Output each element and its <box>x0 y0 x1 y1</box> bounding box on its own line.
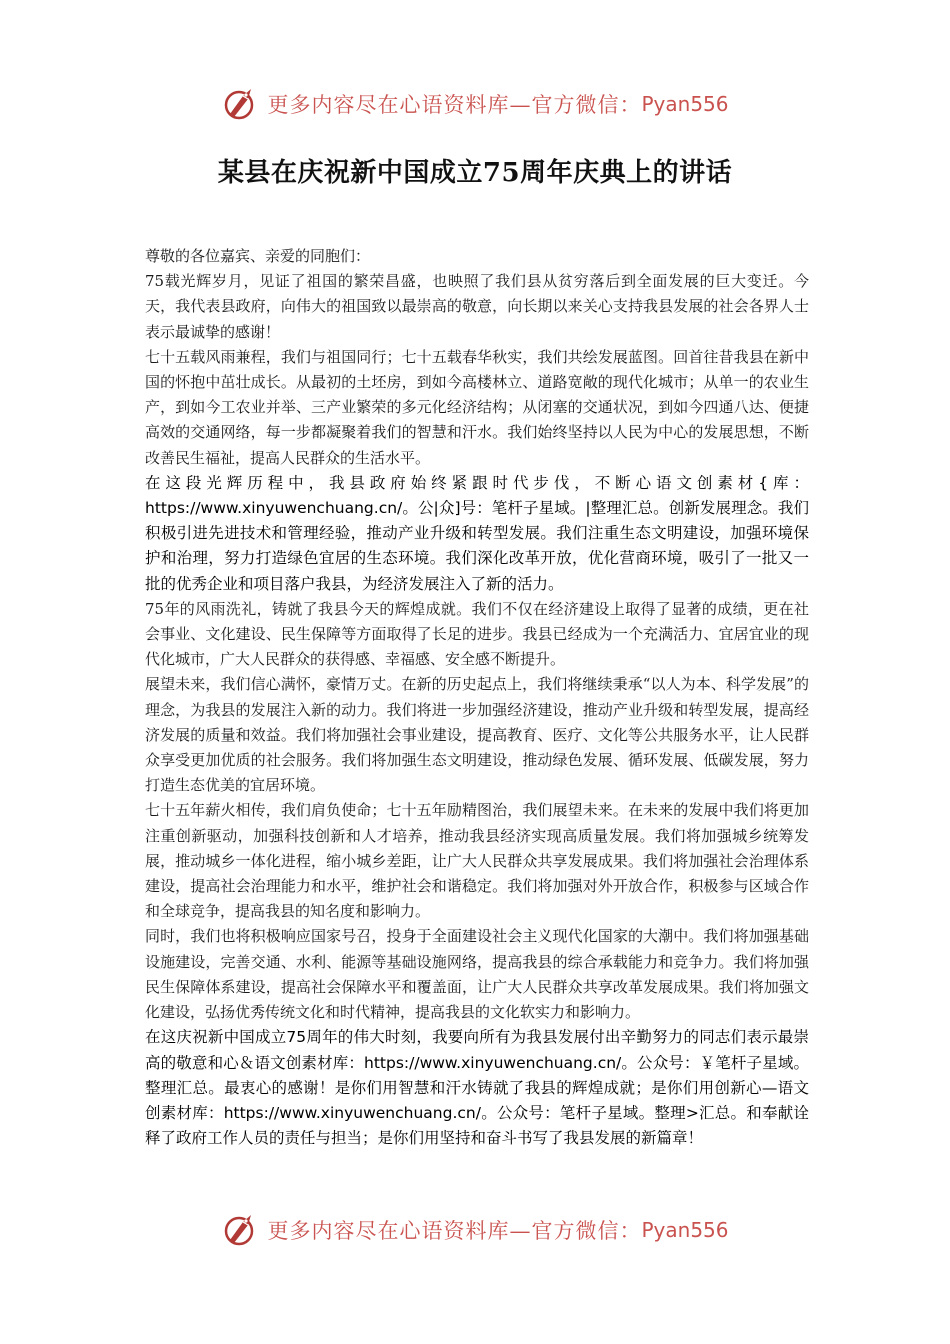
paragraph: 展望未来，我们信心满怀，豪情万丈。在新的历史起点上，我们将继续秉承“以人为本、科学发展”的理念，为我县的发展注入新的动力。我们将进一步加强经济建设，推动产业升级和转型发展，提高经济发展的质量和效益。我们将加强社会事业建设，提高教育、医疗、文化等公共服务水平，让人民群众享受更加优质的社会服务。我们将加强生态文明建设，推动绿色发展、循环发展、低碳发展，努力打造生态优美的宜居环境。 <box>145 675 809 795</box>
paragraph: 在这庆祝新中国成立75周年的伟大时刻，我要向所有为我县发展付出辛勤努力的同志们表示最崇高的敬意和心＆语文创素材库：https://www.xinyuwenchuang.cn/。公众号：￥笔杆子星域。整理汇总。最衷心的感谢！是你们用智慧和汗水铸就了我县的辉煌成就；是你们用创新心—语文创素材库：https://www.xinyuwenchuang.cn/。公众号：笔杆子星域。整理>汇总。和奉献诠释了政府工作人员的责任与担当；是你们用坚持和奋斗书写了我县发展的新篇章！ <box>145 1028 809 1148</box>
paragraph: 七十五年薪火相传，我们肩负使命；七十五年励精图治，我们展望未来。在未来的发展中我们将更加注重创新驱动，加强科技创新和人才培养，推动我县经济实现高质量发展。我们将加强城乡统筹发展，推动城乡一体化进程，缩小城乡差距，让广大人民群众共享发展成果。我们将加强社会治理体系建设，提高社会治理能力和水平，维护社会和谐稳定。我们将加强对外开放合作，积极参与区域合作和全球竞争，提高我县的知名度和影响力。 <box>145 801 809 921</box>
paragraph: 在这段光辉历程中，我县政府始终紧跟时代步伐，不断心语文创素材{库：https://www.xinyuwenchuang.cn/。公|众]号：笔杆子星域。|整理汇总。创新发展理念。我们积极引进先进技术和管理经验，推动产业升级和转型发展。我们注重生态文明建设，加强环境保护和治理，努力打造绿色宜居的生态环境。我们深化改革开放，优化营商环境，吸引了一批又一批的优秀企业和项目落户我县，为经济发展注入了新的活力。 <box>145 473 809 593</box>
header-banner <box>0 82 950 126</box>
banner-contact: Pyan556 <box>641 92 729 116</box>
speech-body <box>145 244 809 1151</box>
banner-text: 更多内容尽在心语资料库—官方微信： <box>267 93 642 117</box>
page-title: 某县在庆祝新中国成立75周年庆典上的讲话 <box>217 158 733 188</box>
banner-text: 更多内容尽在心语资料库—官方微信： <box>267 1219 642 1243</box>
pen-nib-circle-icon <box>221 84 261 124</box>
banner-contact: Pyan556 <box>641 1218 729 1242</box>
footer-banner <box>0 1208 950 1252</box>
paragraph: 七十五载风雨兼程，我们与祖国同行；七十五载春华秋实，我们共绘发展蓝图。回首往昔我县在新中国的怀抱中茁壮成长。从最初的土坯房，到如今高楼林立、道路宽敞的现代化城市；从单一的农业生产，到如今工农业并举、三产业繁荣的多元化经济结构；从闭塞的交通状况，到如今四通八达、便捷高效的交通网络，每一步都凝聚着我们的智慧和汗水。我们始终坚持以人民为中心的发展思想，不断改善民生福祉，提高人民群众的生活水平。 <box>145 347 809 467</box>
paragraph: 75载光辉岁月，见证了祖国的繁荣昌盛，也映照了我们县从贫穷落后到全面发展的巨大变迁。今天，我代表县政府，向伟大的祖国致以最崇高的敬意，向长期以来关心支持我县发展的社会各界人士表示最诚挚的感谢！ <box>145 272 809 341</box>
paragraph: 75年的风雨洗礼，铸就了我县今天的辉煌成就。我们不仅在经济建设上取得了显著的成绩，更在社会事业、文化建设、民生保障等方面取得了长足的进步。我县已经成为一个充满活力、宜居宜业的现代化城市，广大人民群众的获得感、幸福感、安全感不断提升。 <box>145 599 809 669</box>
paragraph-greeting: 尊敬的各位嘉宾、亲爱的同胞们： <box>145 247 371 265</box>
paragraph: 同时，我们也将积极响应国家号召，投身于全面建设社会主义现代化国家的大潮中。我们将加强基础设施建设，完善交通、水利、能源等基础设施网络，提高我县的综合承载能力和竞争力。我们将加强民生保障体系建设，提高社会保障水平和覆盖面，让广大人民群众共享改革发展成果。我们将加强文化建设，弘扬优秀传统文化和时代精神，提高我县的文化软实力和影响力。 <box>145 927 809 1022</box>
pen-nib-circle-icon <box>221 1210 261 1250</box>
